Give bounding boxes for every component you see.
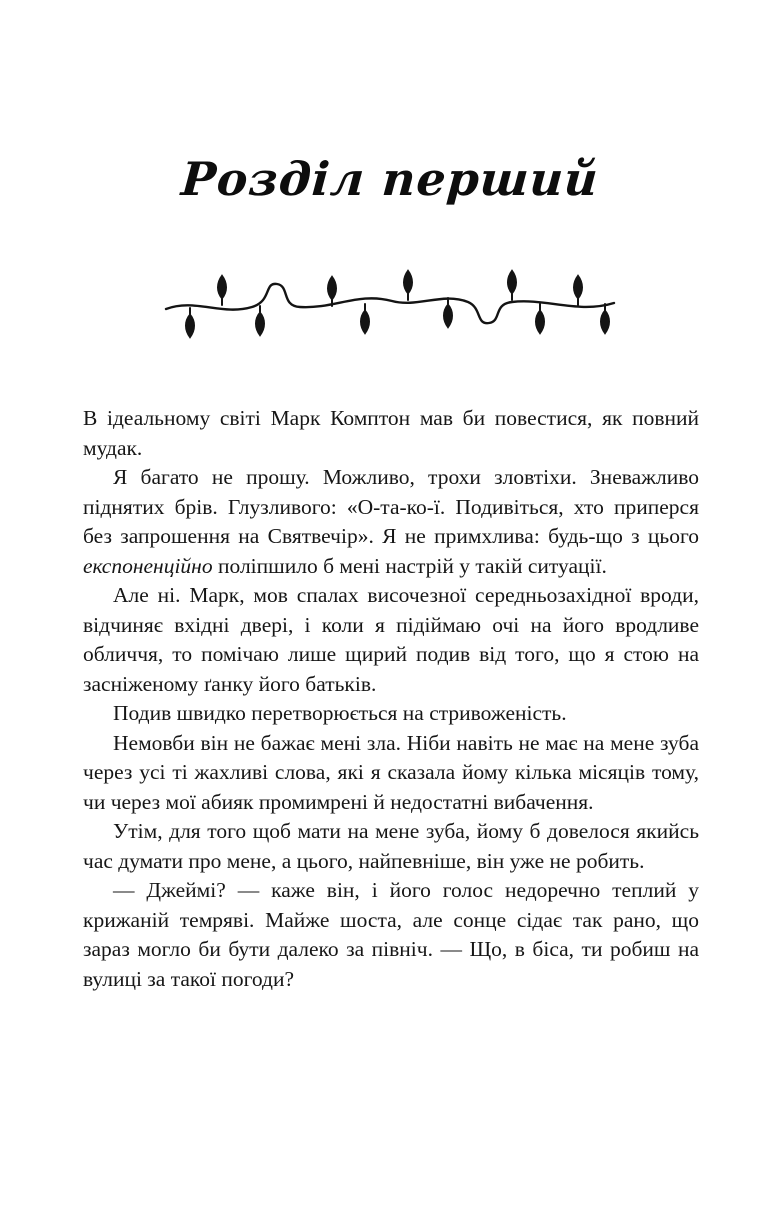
paragraph: Подив швидко перетворюється на стривоженість. xyxy=(113,701,567,725)
paragraph: В ідеальному світі Марк Комптон мав би повестися, як повний мудак. xyxy=(83,406,699,460)
body-text xyxy=(83,404,699,994)
paragraph: — Джеймі? — каже він, і його голос недоречно теплий у крижаній темряві. Майже шоста, але сонце сідає так рано, що зараз могло би бути далеко за північ. — Що, в біса, ти робиш на вулиці за такої погоди? xyxy=(83,878,699,991)
chapter-title: Розділ перший xyxy=(179,152,601,206)
paragraph: Утім, для того щоб мати на мене зуба, йому б довелося якийсь час думати про мене, а цього, найпевніше, він уже не робить. xyxy=(83,819,699,873)
paragraph: Але ні. Марк, мов спалах височезної середньозахідної вроди, відчиняє вхідні двері, і коли я підіймаю очі на його вродливе обличчя, то помічаю лише щирий подив від того, що я стою на засніженому ґанку його батьків. xyxy=(83,583,699,696)
italic-word: експоненційно xyxy=(83,553,213,578)
paragraph-text: Я багато не прошу. Можливо, трохи зловтіхи. Зневажливо піднятих брів. Глузливого: «О-та-ко-ї. Подивіться, хто приперся без запрошення на Святвечір». Я не примхлива: будь-що з цього xyxy=(83,465,699,548)
paragraph-text: поліпшило б мені настрій у такій ситуації. xyxy=(212,553,607,578)
string-lights-divider-icon xyxy=(160,331,620,348)
chapter-divider xyxy=(0,262,780,349)
paragraph xyxy=(83,463,699,581)
paragraph: Немовби він не бажає мені зла. Ніби навіть не має на мене зуба через усі ті жахливі слова, які я сказала йому кілька місяців тому, чи через мої абияк промимрені й недостатні вибачення. xyxy=(83,730,699,814)
